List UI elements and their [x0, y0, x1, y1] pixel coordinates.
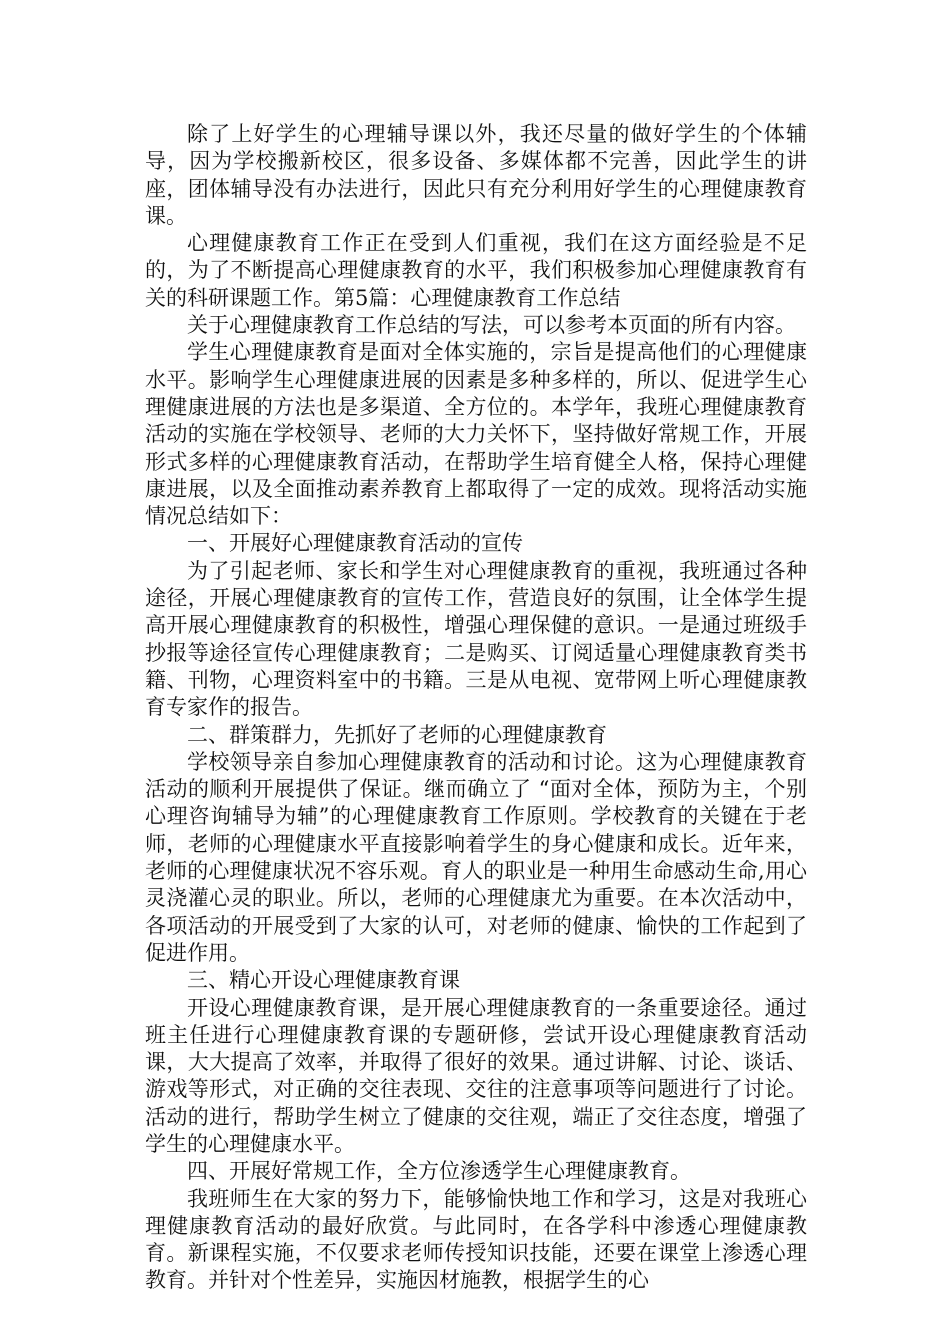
paragraph-routine-work: 我班师生在大家的努力下，能够愉快地工作和学习，这是对我班心理健康教育活动的最好欣赏。与此同时，在各学科中渗透心理健康教育。新课程实施，不仅要求老师传授知识技能，还要在课堂上渗透心理教育。并针对个性差异，实施因材施教，根据学生的心: [145, 1186, 807, 1293]
section-heading-2: 二、群策群力，先抓好了老师的心理健康教育: [187, 722, 607, 747]
section-heading-3: 三、精心开设心理健康教育课: [187, 968, 460, 993]
paragraph-reference-note: 关于心理健康教育工作总结的写法，可以参考本页面的所有内容。: [187, 313, 796, 338]
paragraph-individual-counseling: 除了上好学生的心理辅导课以外，我还尽量的做好学生的个体辅导，因为学校搬新校区，很多设备、多媒体都不完善，因此学生的讲座，团体辅导没有办法进行，因此只有充分利用好学生的心理健康教育课。: [145, 122, 807, 228]
paragraph-publicity: 为了引起老师、家长和学生对心理健康教育的重视，我班通过各种途径，开展心理健康教育的宣传工作，营造良好的氛围，让全体学生提高开展心理健康教育的积极性，增强心理保健的意识。一是通过班级手抄报等途径宣传心理健康教育；二是购买、订阅适量心理健康教育类书籍、刊物，心理资料室中的书籍。三是从电视、宽带网上听心理健康教育专家作的报告。: [145, 558, 807, 720]
paragraph-overview: 学生心理健康教育是面对全体实施的，宗旨是提高他们的心理健康水平。影响学生心理健康进展的因素是多种多样的，所以、促进学生心理健康进展的方法也是多渠道、全方位的。本学年，我班心理健康教育活动的实施在学校领导、老师的大力关怀下，坚持做好常规工作，开展形式多样的心理健康教育活动，在帮助学生培育健全人格，保持心理健康进展，以及全面推动素养教育上都取得了一定的成效。现将活动实施情况总结如下：: [145, 340, 807, 529]
paragraph-courses: 开设心理健康教育课，是开展心理健康教育的一条重要途径。通过班主任进行心理健康教育课的专题研修，尝试开设心理健康教育活动课，大大提高了效率，并取得了很好的效果。通过讲解、讨论、谈话、游戏等形式，对正确的交往表现、交往的注意事项等问题进行了讨论。活动的进行，帮助学生树立了健康的交往观，端正了交往态度，增强了学生的心理健康水平。: [145, 995, 807, 1156]
document-page: [145, 121, 807, 1295]
section-heading-4: 四、开展好常规工作，全方位渗透学生心理健康教育。: [187, 1159, 691, 1184]
paragraph-research-work: 心理健康教育工作正在受到人们重视，我们在这方面经验是不足的，为了不断提高心理健康教育的水平，我们积极参加心理健康教育有关的科研课题工作。第5篇：心理健康教育工作总结: [145, 231, 807, 310]
paragraph-teacher-health: 学校领导亲自参加心理健康教育的活动和讨论。这为心理健康教育活动的顺利开展提供了保证。继而确立了 “面对全体，预防为主，个别心理咨询辅导为辅”的心理健康教育工作原则。学校教育的关键在于老师，老师的心理健康水平直接影响着学生的身心健康和成长。近年来，老师的心理健康状况不容乐观。育人的职业是一种用生命感动生命,用心灵浇灌心灵的职业。所以，老师的心理健康尤为重要。在本次活动中，各项活动的开展受到了大家的认可，对老师的健康、愉快的工作起到了促进作用。: [145, 749, 807, 965]
section-heading-1: 一、开展好心理健康教育活动的宣传: [187, 531, 523, 556]
